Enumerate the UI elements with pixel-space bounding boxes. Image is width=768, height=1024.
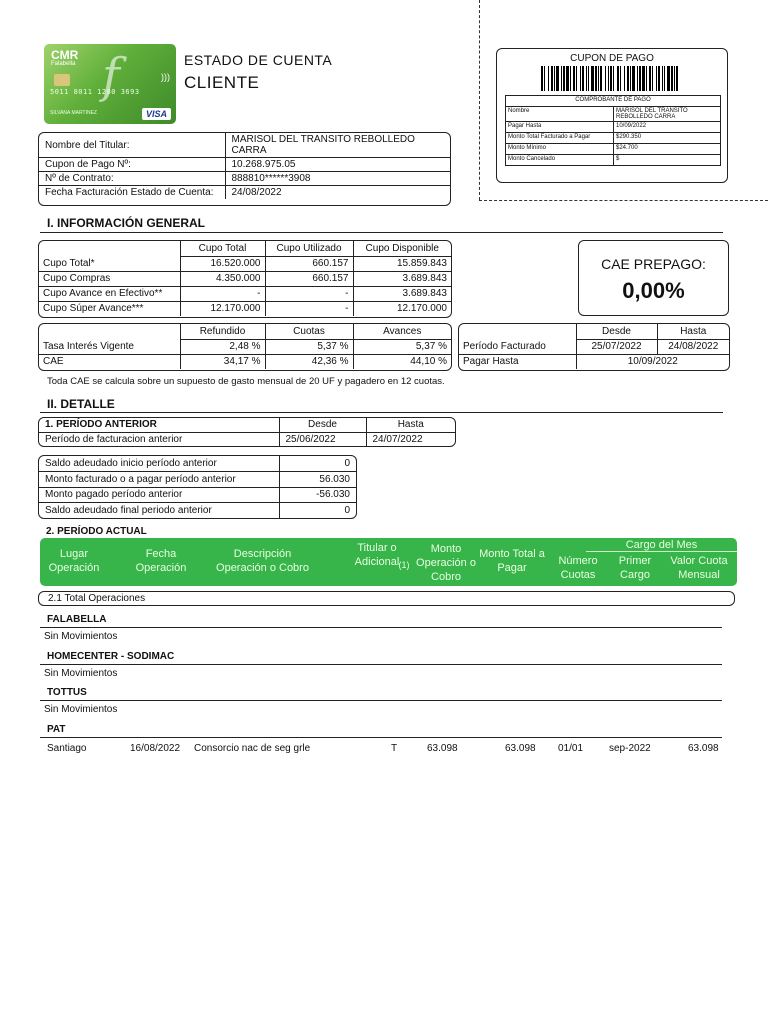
coupon-value: $24.700: [614, 144, 721, 155]
merchant-name: PAT: [47, 724, 66, 735]
billing-date-label: Fecha Facturación Estado de Cuenta:: [39, 186, 225, 200]
col-primer-cargo: Primer Cargo: [618, 555, 652, 581]
col-fecha: Fecha Operación: [135, 548, 187, 574]
merchant-divider: [40, 664, 722, 665]
cae-prepago-value: 0,00%: [622, 278, 685, 303]
cell-value: 42,36 %: [265, 354, 353, 369]
cell-value: -: [265, 301, 353, 316]
row-label: Cupo Total*: [39, 256, 180, 271]
section-detail-title: II. DETALLE: [47, 397, 115, 411]
tx-descripcion: Consorcio nac de seg grle: [194, 743, 311, 754]
tx-monto-total: 63.098: [505, 743, 536, 754]
coupon-label: Monto Total Facturado a Pagar: [506, 133, 614, 144]
cell-value: 56.030: [279, 472, 356, 488]
holder-name-label: Nombre del Titular:: [39, 133, 225, 158]
empty-cell: [459, 324, 576, 339]
cell-value: 34,17 %: [180, 354, 265, 369]
visa-logo: VISA: [142, 108, 171, 120]
cell-value: 12.170.000: [180, 301, 265, 316]
merchant-name: HOMECENTER - SODIMAC: [47, 651, 175, 662]
col-header: Cupo Disponible: [353, 241, 451, 256]
col-header: Hasta: [657, 324, 729, 339]
card-number: 5011 8011 1280 3693: [50, 88, 140, 96]
tx-cuotas: 01/01: [558, 743, 584, 754]
col-header: Hasta: [366, 418, 455, 432]
holder-info-box: [38, 132, 451, 206]
billing-date-value: 24/08/2022: [231, 187, 282, 198]
barcode-icon: [541, 66, 681, 91]
cell-value: 0: [279, 456, 356, 472]
card-holder: SILVANA MARTINEZ: [50, 110, 97, 116]
coupon-value: 10/09/2022: [614, 122, 721, 133]
tx-lugar: Santiago: [47, 743, 87, 754]
coupon-label: Monto Cancelado: [506, 155, 614, 166]
statement-title: ESTADO DE CUENTA: [184, 52, 333, 68]
card-brand: CMR: [51, 48, 79, 62]
credit-card-image: [44, 44, 176, 124]
row-label: Pagar Hasta: [459, 354, 576, 369]
merchant-name: TOTTUS: [47, 687, 87, 698]
col-num-cuotas: Número Cuotas: [558, 555, 598, 581]
merchant-divider: [40, 627, 722, 628]
col-cargo-mes: Cargo del Mes: [625, 539, 698, 551]
cell-value: -56.030: [279, 487, 356, 503]
coupon-table: [505, 95, 721, 166]
col-header: Avances: [353, 324, 451, 339]
col-header: Refundido: [180, 324, 265, 339]
cut-line-horizontal: [479, 200, 768, 201]
coupon-label: Monto Mínimo: [506, 144, 614, 155]
empty-cell: [39, 324, 180, 339]
credit-limits-table: [38, 240, 452, 318]
merchant-divider: [40, 700, 722, 701]
row-label: CAE: [39, 354, 180, 369]
col-header: Desde: [576, 324, 657, 339]
row-label: Tasa Interés Vigente: [39, 339, 180, 354]
coupon-value: $290.350: [614, 133, 721, 144]
cell-value: 16.520.000: [180, 256, 265, 271]
cell-value: 12.170.000: [396, 303, 447, 315]
contract-value: 888810******3908: [225, 172, 450, 186]
period-from: 25/07/2022: [576, 339, 657, 354]
total-operations-bar: 2.1 Total Operaciones: [38, 591, 735, 606]
falabella-f-logo: f: [102, 48, 120, 104]
tx-fecha: 16/08/2022: [130, 743, 181, 754]
col-titular-ref: (1): [398, 560, 410, 570]
merchant-divider: [40, 737, 722, 738]
col-monto-op: Monto Operación o Cobro: [416, 543, 476, 583]
col-valor-cuota: Valor Cuota Mensual: [670, 555, 728, 581]
cell-value: 0: [344, 505, 350, 516]
cell-value: 44,10 %: [410, 356, 447, 368]
col-descripcion: Descripción Operación o Cobro: [216, 548, 309, 574]
period-from: 25/06/2022: [279, 432, 366, 446]
cell-value: 5,37 %: [265, 339, 353, 354]
billed-period-table: [458, 323, 730, 371]
card-brand-sub: Falabella: [51, 61, 76, 67]
tx-monto-op: 63.098: [427, 743, 458, 754]
cell-value: 15.859.843: [353, 256, 451, 271]
section-divider: [40, 412, 723, 413]
coupon-label: Pagar Hasta: [506, 122, 614, 133]
cell-value: -: [265, 286, 353, 301]
cell-value: 4.350.000: [180, 271, 265, 286]
payment-coupon: [496, 48, 728, 183]
coupon-value: MARISOL DEL TRANSITO REBOLLEDO CARRA: [614, 107, 721, 122]
tx-valor-cuota: 63.098: [688, 743, 719, 754]
current-period-title: 2. PERÍODO ACTUAL: [46, 526, 147, 537]
col-header: Cupo Total: [180, 241, 265, 256]
cell-value: 5,37 %: [353, 339, 451, 354]
previous-period-title: 1. PERÍODO ANTERIOR: [39, 418, 279, 432]
contactless-icon: ))): [161, 72, 170, 82]
row-label: Monto pagado período anterior: [39, 487, 279, 503]
period-to: 24/07/2022: [372, 433, 423, 445]
previous-period-table: [38, 417, 456, 447]
cell-value: 3.689.843: [353, 271, 451, 286]
cae-prepago-box: [578, 240, 729, 316]
merchant-status: Sin Movimientos: [44, 631, 118, 642]
row-label: Cupo Avance en Efectivo**: [39, 286, 180, 301]
row-label: Período de facturacion anterior: [39, 432, 279, 446]
merchant-name: FALABELLA: [47, 614, 107, 625]
tx-primer-cargo: sep-2022: [609, 743, 651, 754]
period-to: 24/08/2022: [657, 339, 729, 354]
card-chip-icon: [54, 74, 70, 86]
merchant-status: Sin Movimientos: [44, 704, 118, 715]
col-monto-total: Monto Total a Pagar: [479, 548, 545, 574]
coupon-subtitle: COMPROBANTE DE PAGO: [506, 96, 721, 107]
coupon-title: CUPON DE PAGO: [570, 53, 654, 64]
cae-note: Toda CAE se calcula sobre un supuesto de gasto mensual de 20 UF y pagadero en 12 cuotas.: [47, 376, 445, 387]
section-divider: [40, 232, 723, 233]
cell-value: 3.689.843: [353, 286, 451, 301]
row-label: Monto facturado o a pagar período anterior: [39, 472, 279, 488]
transactions-header: [40, 538, 737, 586]
row-label: Saldo adeudado final periodo anterior: [39, 503, 279, 519]
tx-titular: T: [391, 743, 398, 754]
row-label: Período Facturado: [459, 339, 576, 354]
contract-label: Nº de Contrato:: [39, 172, 225, 186]
barcode-bar: [678, 66, 681, 91]
pay-until: 10/09/2022: [627, 356, 678, 368]
col-header: Cupo Utilizado: [265, 241, 353, 256]
cae-prepago-label: CAE PREPAGO:: [601, 256, 706, 272]
cell-value: 660.157: [265, 256, 353, 271]
statement-subtitle: CLIENTE: [184, 73, 260, 92]
header-divider: [586, 551, 737, 552]
merchant-status: Sin Movimientos: [44, 668, 118, 679]
section-general-info-title: I. INFORMACIÓN GENERAL: [47, 216, 205, 230]
interest-rates-table: [38, 323, 452, 371]
coupon-label: Nombre: [506, 107, 614, 122]
holder-name-value: MARISOL DEL TRANSITO REBOLLEDO CARRA: [225, 133, 450, 158]
col-header: Cuotas: [265, 324, 353, 339]
cell-value: 2,48 %: [180, 339, 265, 354]
empty-cell: [39, 241, 180, 256]
cut-line-vertical: [479, 0, 480, 200]
row-label: Saldo adeudado inicio período anterior: [39, 456, 279, 472]
coupon-number-value: 10.268.975.05: [225, 158, 450, 172]
coupon-value: $: [614, 155, 721, 166]
row-label: Cupo Súper Avance***: [39, 301, 180, 316]
col-titular: Titular o Adicional: [354, 542, 400, 568]
cell-value: -: [180, 286, 265, 301]
row-label: Cupo Compras: [39, 271, 180, 286]
coupon-number-label: Cupon de Pago Nº:: [39, 158, 225, 172]
col-lugar: Lugar Operación: [48, 548, 100, 574]
balances-table: [38, 455, 357, 519]
col-header: Desde: [279, 418, 366, 432]
cell-value: 660.157: [265, 271, 353, 286]
